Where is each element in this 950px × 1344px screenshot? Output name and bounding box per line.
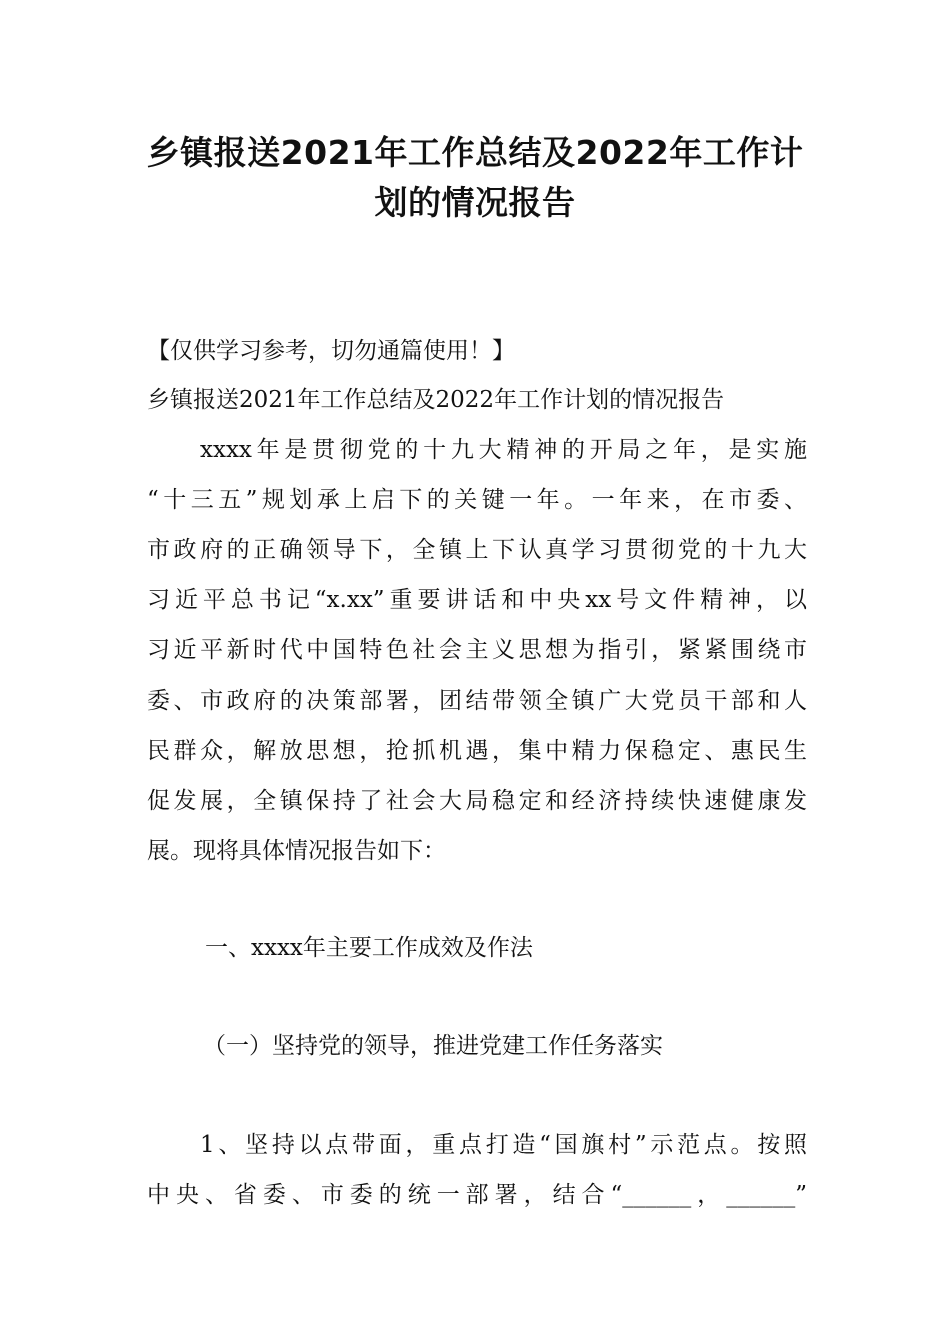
paragraph-line: “十三五”规划承上启下的关键一年。一年来，在市委、 bbox=[147, 487, 807, 513]
paragraph-line: 习近平总书记“x.xx”重要讲话和中央xx号文件精神，以 bbox=[147, 587, 807, 613]
paragraph-line: 促发展，全镇保持了社会大局稳定和经济持续快速健康发 bbox=[147, 788, 807, 814]
paragraph-line: 展。现将具体情况报告如下： bbox=[147, 838, 446, 864]
document-subtitle: 乡镇报送2021年工作总结及2022年工作计划的情况报告 bbox=[147, 387, 725, 413]
paragraph-line: xxxx年是贯彻党的十九大精神的开局之年，是实施 bbox=[200, 437, 807, 463]
paragraph-line: 委、市政府的决策部署，团结带领全镇广大党员干部和人 bbox=[147, 688, 807, 714]
paragraph-line: 市政府的正确领导下，全镇上下认真学习贯彻党的十九大 bbox=[147, 537, 807, 563]
document-title bbox=[130, 128, 820, 228]
title-line-2: 划的情况报告 bbox=[374, 183, 576, 222]
subsection-heading: （一）坚持党的领导，推进党建工作任务落实 bbox=[203, 1033, 663, 1059]
section-heading: 一、xxxx年主要工作成效及作法 bbox=[205, 935, 533, 961]
usage-notice: 【仅供学习参考，切勿通篇使用！】 bbox=[147, 338, 515, 364]
paragraph-line: 民群众，解放思想，抢抓机遇，集中精力保稳定、惠民生 bbox=[147, 738, 807, 764]
paragraph-line: 习近平新时代中国特色社会主义思想为指引，紧紧围绕市 bbox=[147, 637, 807, 663]
item-line: 1、坚持以点带面，重点打造“国旗村”示范点。按照 bbox=[200, 1132, 807, 1158]
item-line: 中央、省委、市委的统一部署，结合“______，______” bbox=[147, 1182, 807, 1208]
title-line-1: 乡镇报送2021年工作总结及2022年工作计 bbox=[146, 133, 804, 172]
